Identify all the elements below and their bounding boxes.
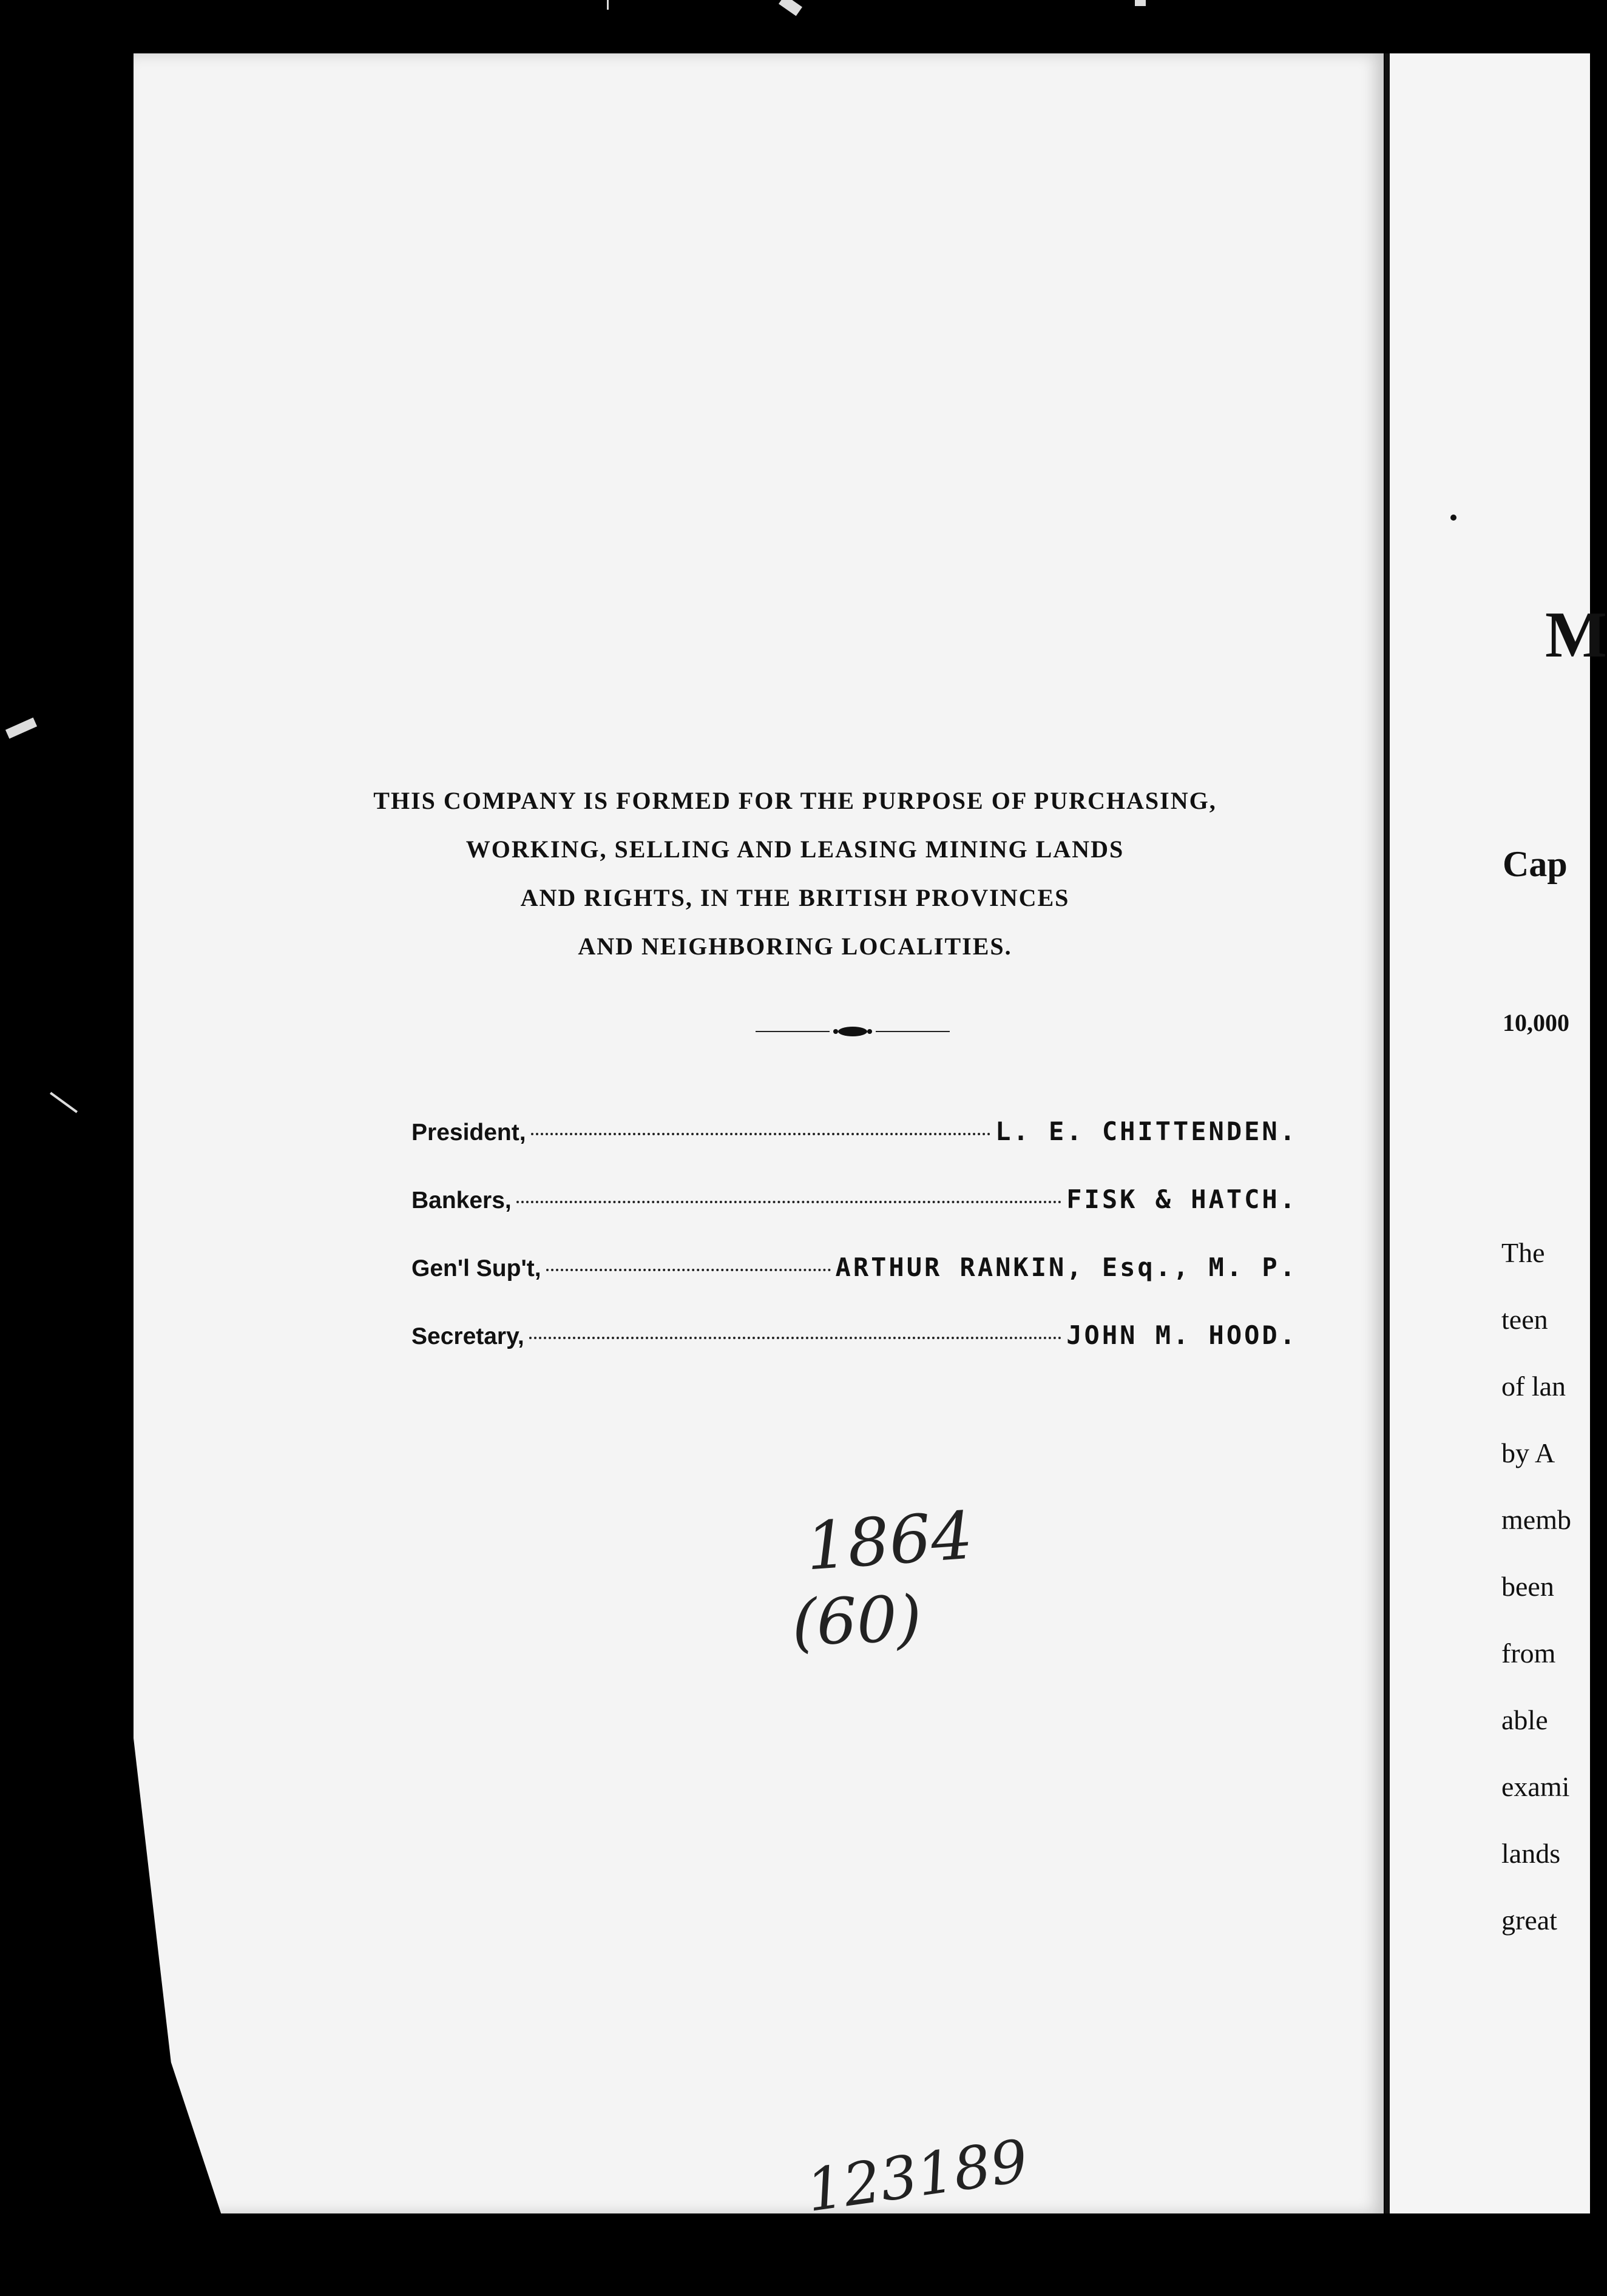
purpose-line-4: AND NEIGHBORING LOCALITIES.	[578, 933, 1012, 960]
officer-row-general-superintendent	[411, 1252, 1297, 1320]
officer-title-president: President,	[411, 1119, 526, 1146]
officer-title-secretary: Secretary,	[411, 1323, 524, 1349]
scan-dust-mark	[50, 1092, 78, 1113]
officer-row-president	[411, 1116, 1297, 1184]
right-page-body-fragment	[1501, 1220, 1592, 1954]
officer-row-bankers	[411, 1184, 1297, 1252]
right-body-line-4: by A	[1501, 1437, 1555, 1468]
right-body-line-8: able	[1501, 1704, 1548, 1735]
officer-list	[411, 1116, 1297, 1388]
scan-dust-mark	[607, 0, 609, 10]
right-body-line-11: great	[1501, 1905, 1557, 1936]
dotted-leader	[531, 1133, 991, 1135]
dotted-leader	[546, 1269, 831, 1271]
dotted-leader	[529, 1337, 1062, 1339]
page-mark	[1450, 515, 1456, 521]
officer-title-bankers: Bankers,	[411, 1187, 512, 1214]
right-body-line-5: memb	[1501, 1504, 1571, 1535]
right-body-line-2: teen	[1501, 1304, 1548, 1335]
handwritten-catalog-number: 123189	[802, 2127, 1032, 2225]
officer-name-general-superintendent: ARTHUR RANKIN, Esq., M. P.	[835, 1252, 1297, 1282]
right-body-line-6: been	[1501, 1571, 1554, 1602]
purpose-line-1: THIS COMPANY IS FORMED FOR THE PURPOSE OF PURCHASING,	[373, 787, 1217, 814]
purpose-line-2: WORKING, SELLING AND LEASING MINING LANDS	[465, 836, 1125, 863]
right-page-title-fragment: M	[1545, 599, 1607, 671]
officer-row-secretary	[411, 1320, 1297, 1388]
scan-dust-mark	[5, 718, 37, 739]
right-body-line-10: lands	[1501, 1838, 1561, 1869]
scan-dust-mark	[1135, 0, 1146, 6]
officer-name-bankers: FISK & HATCH.	[1066, 1184, 1297, 1214]
right-body-line-7: from	[1501, 1638, 1556, 1669]
right-body-line-9: exami	[1501, 1771, 1570, 1802]
decorative-divider-icon	[756, 1024, 950, 1039]
purpose-line-3: AND RIGHTS, IN THE BRITISH PROVINCES	[520, 884, 1070, 911]
officer-name-president: L. E. CHITTENDEN.	[995, 1116, 1297, 1146]
handwritten-number: (60)	[790, 1581, 923, 1660]
handwritten-year: 1864	[803, 1497, 975, 1585]
officer-title-general-superintendent: Gen'l Sup't,	[411, 1255, 541, 1281]
right-page-capital-fragment: Cap	[1503, 844, 1568, 884]
right-body-line-1: The	[1501, 1237, 1545, 1268]
right-body-line-3: of lan	[1501, 1371, 1566, 1402]
officer-name-secretary: JOHN M. HOOD.	[1066, 1320, 1297, 1350]
company-purpose-statement	[279, 777, 1311, 971]
scan-dust-mark	[779, 0, 802, 16]
right-page-shares-fragment: 10,000	[1503, 1009, 1569, 1036]
dotted-leader	[516, 1201, 1062, 1203]
